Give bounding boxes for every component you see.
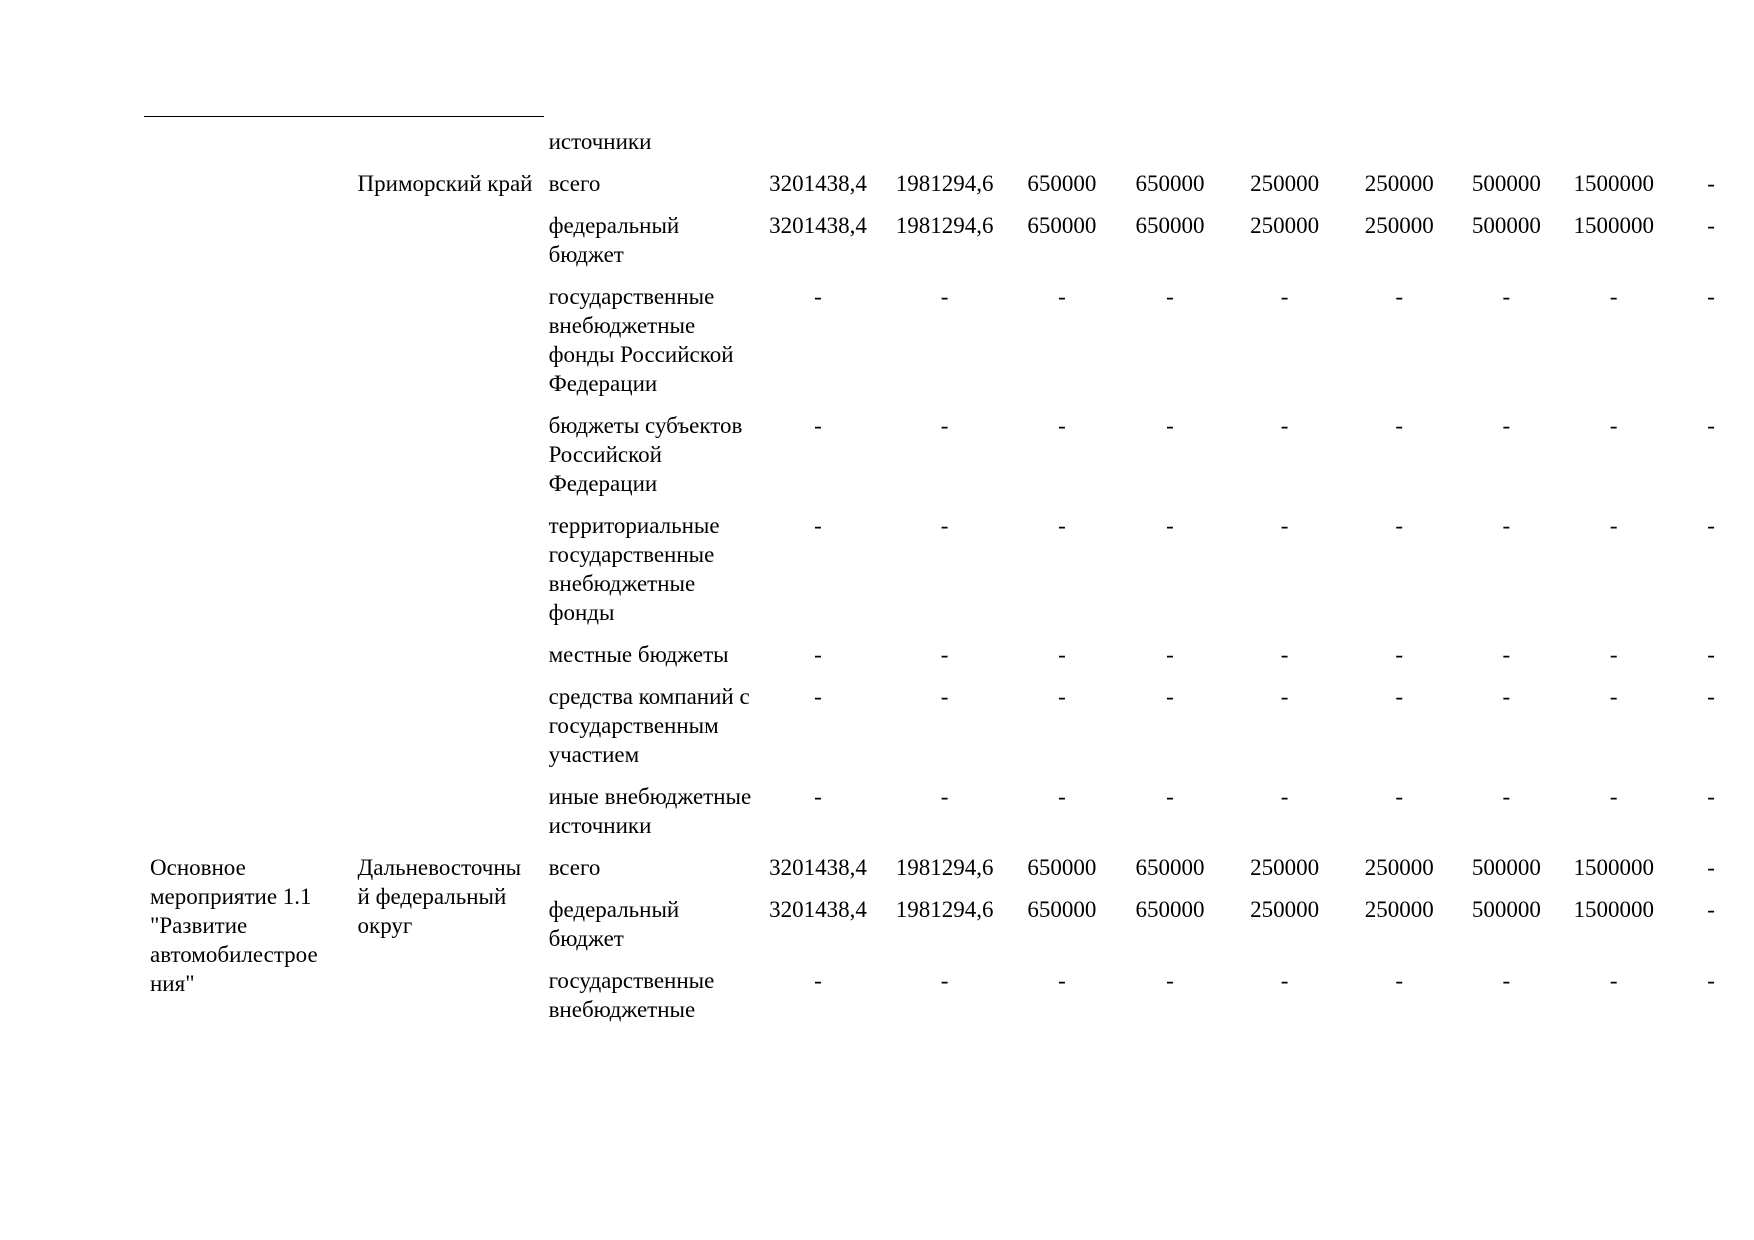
value-cell: 1500000 bbox=[1573, 897, 1654, 922]
table-body bbox=[144, 121, 1754, 1031]
region-cell bbox=[350, 121, 543, 163]
value-cell: - bbox=[814, 513, 822, 538]
value-cell: - bbox=[1395, 642, 1404, 667]
value-cell: 250000 bbox=[1250, 171, 1320, 196]
region-cell: Дальневосточны й федеральный округ bbox=[357, 855, 522, 938]
value-cell: - bbox=[1166, 784, 1174, 809]
value-cell: - bbox=[814, 284, 822, 309]
value-cell: - bbox=[1280, 284, 1289, 309]
value-cell: - bbox=[1609, 684, 1618, 709]
source-cell: всего bbox=[548, 171, 601, 196]
value-cell: - bbox=[1502, 413, 1511, 438]
value-cell: - bbox=[1707, 284, 1715, 309]
value-cell: - bbox=[1707, 684, 1715, 709]
value-cell: - bbox=[1395, 413, 1404, 438]
activity-cell bbox=[144, 163, 350, 847]
source-cell: средства компаний с государственным участием bbox=[548, 684, 750, 767]
value-cell: - bbox=[1058, 784, 1066, 809]
value-cell: 3201438,4 bbox=[769, 171, 867, 196]
value-cell: 250000 bbox=[1250, 855, 1320, 880]
value-cell: - bbox=[940, 284, 949, 309]
value-cell: - bbox=[940, 513, 949, 538]
value-cell: - bbox=[1707, 513, 1715, 538]
value-cell: - bbox=[1609, 968, 1618, 993]
value-cell: 1981294,6 bbox=[895, 171, 994, 196]
value-cell: - bbox=[814, 413, 822, 438]
value-cell: - bbox=[814, 684, 822, 709]
table-row bbox=[144, 163, 1754, 205]
value-cell: - bbox=[1280, 642, 1289, 667]
value-cell: - bbox=[1058, 642, 1066, 667]
value-cell: - bbox=[940, 784, 949, 809]
value-cell: - bbox=[1058, 513, 1066, 538]
value-cell: 250000 bbox=[1250, 213, 1320, 238]
value-cell: - bbox=[1395, 513, 1404, 538]
value-cell: 500000 bbox=[1471, 897, 1541, 922]
value-cell: - bbox=[1058, 413, 1066, 438]
value-cell: 650000 bbox=[1135, 897, 1205, 922]
source-cell: федеральный бюджет bbox=[548, 213, 680, 267]
value-cell: - bbox=[940, 642, 949, 667]
source-cell: иные внебюджетные источники bbox=[548, 784, 752, 838]
value-cell: 500000 bbox=[1471, 213, 1541, 238]
value-cell: - bbox=[1280, 968, 1289, 993]
value-cell: - bbox=[814, 784, 822, 809]
value-cell: - bbox=[1395, 684, 1404, 709]
value-cell: - bbox=[1058, 284, 1066, 309]
activity-cell: Основное мероприятие 1.1 "Развитие автомобилестрое ния" bbox=[150, 855, 318, 996]
value-cell: - bbox=[1395, 968, 1404, 993]
value-cell: 1981294,6 bbox=[895, 213, 994, 238]
value-cell: 500000 bbox=[1471, 171, 1541, 196]
source-cell: государственные внебюджетные bbox=[548, 968, 715, 1022]
value-cell: - bbox=[1502, 968, 1511, 993]
value-cell: - bbox=[940, 684, 949, 709]
value-cell: - bbox=[1502, 513, 1511, 538]
value-cell: 3201438,4 bbox=[769, 897, 867, 922]
value-cell: - bbox=[1609, 784, 1618, 809]
value-cell: - bbox=[1707, 171, 1715, 196]
value-cell: - bbox=[1707, 642, 1715, 667]
value-cell: - bbox=[940, 968, 949, 993]
value-cell: - bbox=[1166, 684, 1174, 709]
value-cell: 650000 bbox=[1027, 897, 1097, 922]
value-cell: 1981294,6 bbox=[895, 897, 994, 922]
activity-cell bbox=[144, 121, 350, 163]
value-cell: - bbox=[1166, 413, 1174, 438]
value-cell: - bbox=[1166, 968, 1174, 993]
value-cell: 1500000 bbox=[1573, 213, 1654, 238]
value-cell: - bbox=[1166, 513, 1174, 538]
value-cell: - bbox=[1280, 513, 1289, 538]
value-cell: - bbox=[1707, 897, 1715, 922]
table-row bbox=[144, 121, 1754, 163]
funding-table bbox=[144, 121, 1754, 1031]
value-cell: - bbox=[1395, 784, 1404, 809]
source-cell: всего bbox=[548, 855, 601, 880]
value-cell: 650000 bbox=[1135, 213, 1205, 238]
value-cell: - bbox=[1609, 642, 1618, 667]
source-cell: территориальные государственные внебюджетные фонды bbox=[548, 513, 720, 625]
value-cell: 1500000 bbox=[1573, 855, 1654, 880]
value-cell: 650000 bbox=[1027, 171, 1097, 196]
value-cell: - bbox=[1058, 968, 1066, 993]
value-cell: 250000 bbox=[1364, 855, 1434, 880]
source-cell: федеральный бюджет bbox=[548, 897, 680, 951]
value-cell: 650000 bbox=[1027, 855, 1097, 880]
source-cell: бюджеты субъектов Российской Федерации bbox=[548, 413, 743, 496]
value-cell: - bbox=[1166, 642, 1174, 667]
value-cell: - bbox=[1395, 284, 1404, 309]
value-cell: - bbox=[1707, 213, 1715, 238]
value-cell: - bbox=[1166, 284, 1174, 309]
value-cell: 250000 bbox=[1364, 171, 1434, 196]
footnote-separator-line bbox=[144, 116, 544, 117]
region-cell: Приморский край bbox=[357, 171, 533, 196]
value-cell: - bbox=[1502, 784, 1511, 809]
value-cell: 1500000 bbox=[1573, 171, 1654, 196]
value-cell: - bbox=[1707, 784, 1715, 809]
source-cell: местные бюджеты bbox=[548, 642, 729, 667]
value-cell: - bbox=[1707, 855, 1715, 880]
value-cell: 250000 bbox=[1250, 897, 1320, 922]
value-cell: - bbox=[814, 968, 822, 993]
value-cell: - bbox=[1502, 284, 1511, 309]
value-cell: 250000 bbox=[1364, 213, 1434, 238]
value-cell: - bbox=[1280, 684, 1289, 709]
value-cell: 500000 bbox=[1471, 855, 1541, 880]
value-cell: 1981294,6 bbox=[895, 855, 994, 880]
source-cell: государственные внебюджетные фонды Российской Федерации bbox=[548, 284, 734, 396]
value-cell: - bbox=[1280, 413, 1289, 438]
value-cell: - bbox=[1058, 684, 1066, 709]
value-cell: - bbox=[1609, 284, 1618, 309]
value-cell: - bbox=[1502, 642, 1511, 667]
value-cell: 250000 bbox=[1364, 897, 1434, 922]
value-cell: - bbox=[814, 642, 822, 667]
value-cell: - bbox=[1609, 513, 1618, 538]
source-cell: источники bbox=[548, 129, 652, 154]
table-row bbox=[144, 847, 1754, 889]
value-cell: - bbox=[1707, 413, 1715, 438]
value-cell: - bbox=[1609, 413, 1618, 438]
value-cell: 650000 bbox=[1135, 855, 1205, 880]
value-cell: 650000 bbox=[1027, 213, 1097, 238]
value-cell: 3201438,4 bbox=[769, 213, 867, 238]
value-cell: 650000 bbox=[1135, 171, 1205, 196]
value-cell: - bbox=[1707, 968, 1715, 993]
value-cell: - bbox=[940, 413, 949, 438]
value-cell: 3201438,4 bbox=[769, 855, 867, 880]
value-cell: - bbox=[1502, 684, 1511, 709]
value-cell: - bbox=[1280, 784, 1289, 809]
